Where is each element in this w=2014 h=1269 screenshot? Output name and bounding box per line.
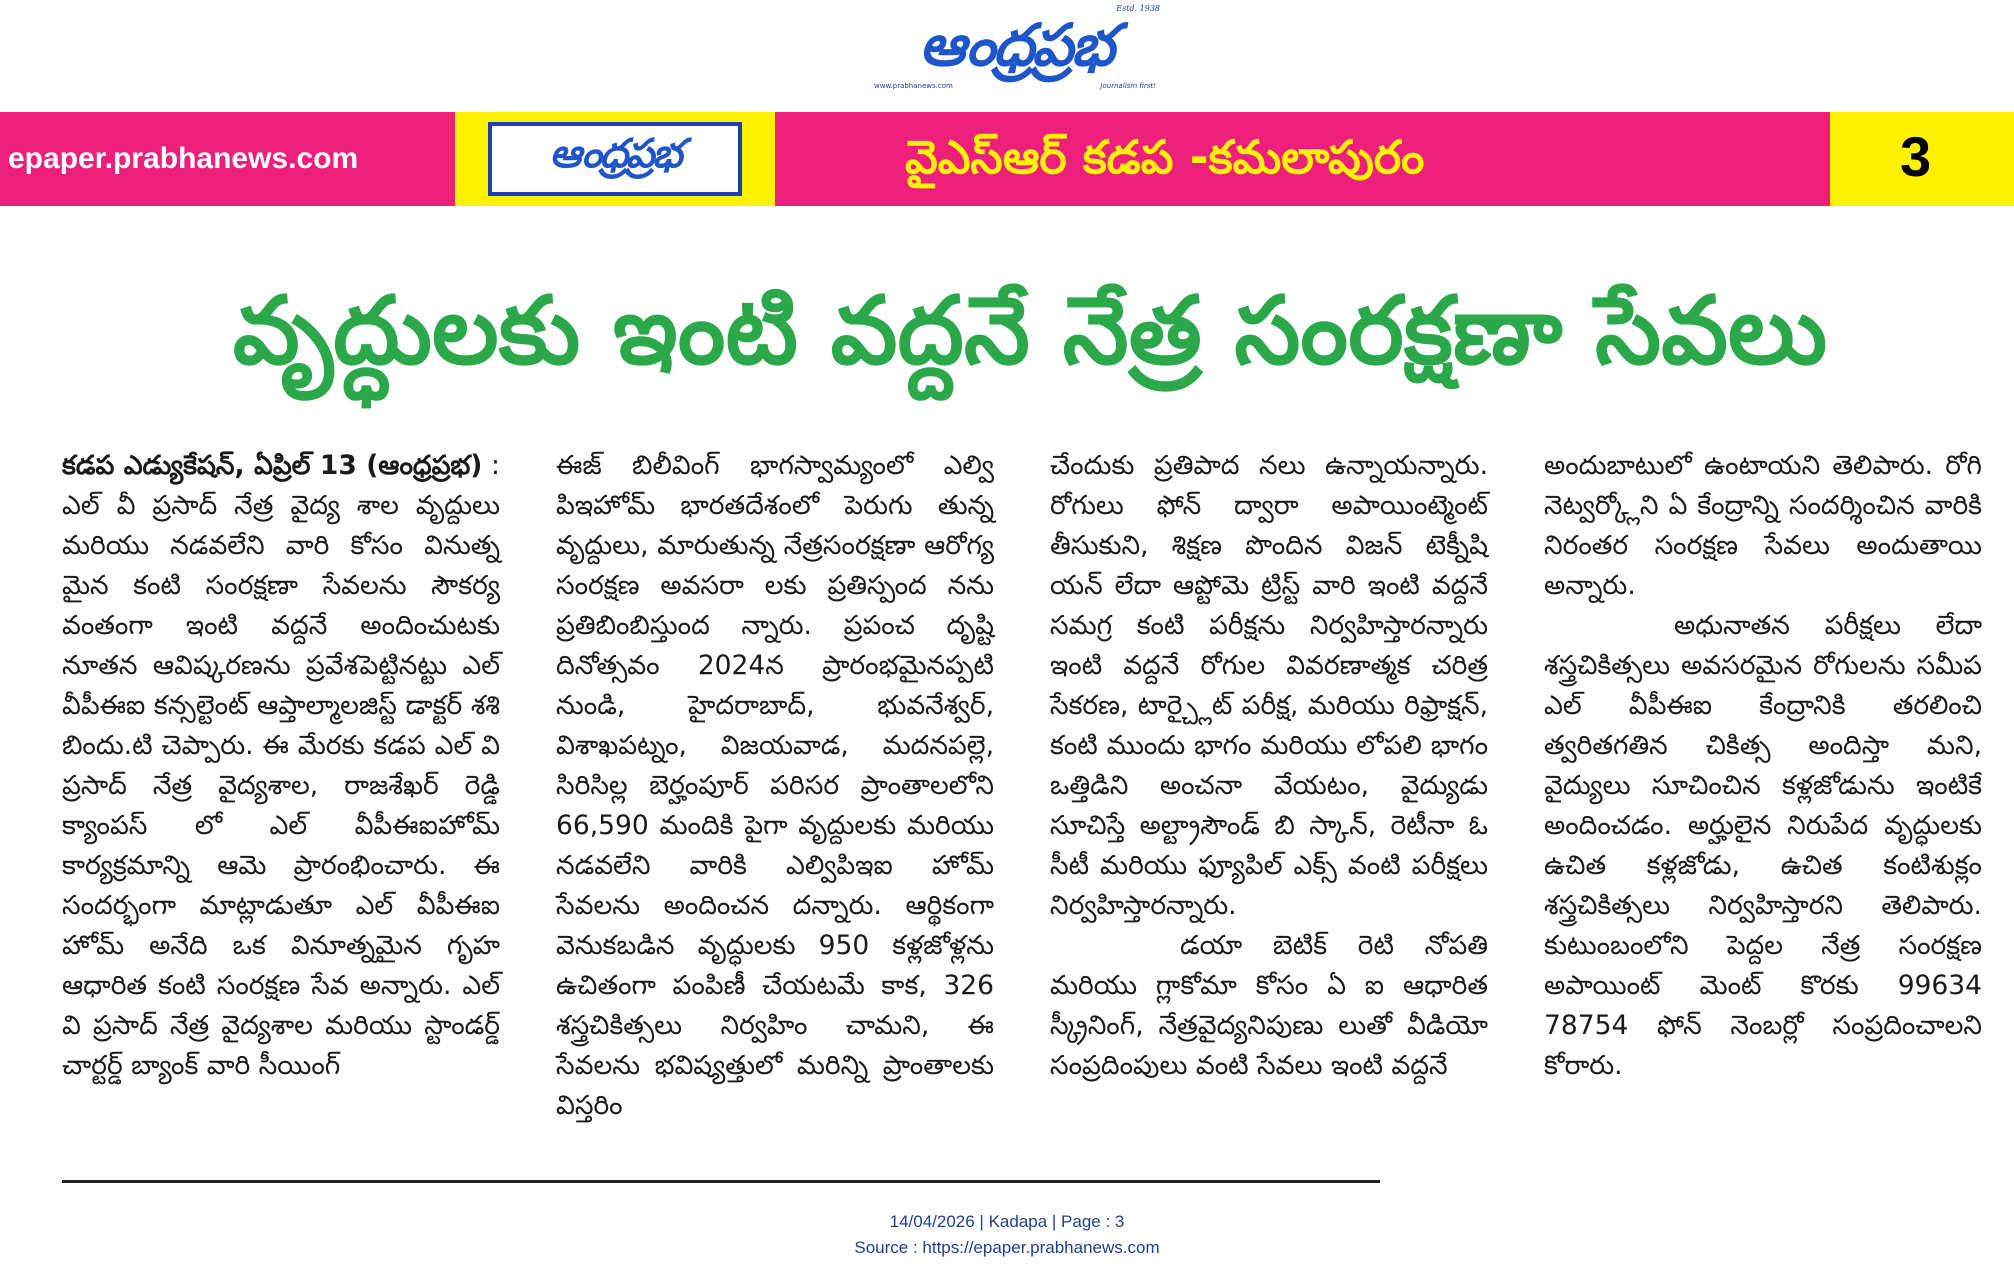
page-number: 3 [1900,125,1932,188]
article-column-3 [1050,446,1488,1086]
footer-date-line: 14/04/2026 | Kadapa | Page : 3 [889,1212,1125,1231]
edition-title: వైఎస్ఆర్ కడప -కమలాపురం [905,130,1425,184]
article-col3-text: చేందుకు ప్రతిపాద నలు ఉన్నాయన్నారు. రోగులు ఫోన్ ద్వారా అపాయింట్మెంట్ తీసుకుని, శిక్షణ పొందిన విజన్ టెక్నీషి యన్ లేదా ఆప్టోమె ట్రిస్ట్ వారి ఇంటి వద్దనే సమగ్ర కంటి పరీక్షను నిర్వహిస్తారన్నారు ఇంటి వద్దనే రోగుల వివరణాత్మక చరిత్ర సేకరణ, టార్చ్లైట్ పరీక్ష, మరియు రిఫ్రాక్షన్, కంటి ముందు భాగం మరియు లోపలి భాగం ఒత్తిడిని అంచనా వేయటం, వైద్యుడు సూచిస్తే అల్ట్రాసౌండ్ బి స్కాన్, రెటీనా ఓ సీటీ మరియు ఫ్యూపిల్ ఎక్స్ వంటి పరీక్షలు నిర్వహిస్తారన్నారు. [1050,450,1488,921]
bottom-rule [62,1180,1380,1183]
edition-band [0,112,2014,206]
byline: కడప ఎడ్యుకేషన్, ఏప్రిల్ 13 (ఆంధ్రప్రభ) [62,450,483,481]
epaper-url[interactable]: epaper.prabhanews.com [8,142,359,175]
masthead-url: www.prabhanews.com [874,82,953,90]
article-column-2 [556,446,994,1126]
headline: వృద్ధులకు ఇంటి వద్దనే నేత్ర సంరక్షణా సేవలు [232,277,1828,386]
masthead-logo-text: ఆంధ్రప్రభ [919,11,1113,79]
masthead-logo [866,4,1166,92]
article-col4-text: అందుబాటులో ఉంటాయని తెలిపారు. రోగి నెట్వర్క్లోని ఏ కేంద్రాన్ని సందర్శించిన వారికి నిరంతర సంరక్షణ సేవలు అందుతాయి అన్నారు. [1544,450,1982,601]
masthead-tagline: Journalism first! [1100,82,1156,90]
footer-source-line: Source : https://epaper.prabhanews.com [854,1238,1160,1257]
article-column-1 [62,446,500,1086]
band-logo-text: ఆంధ్రప్రభ [549,131,681,177]
article-column-4 [1544,446,1982,1086]
article-col1-text: : ఎల్ వీ ప్రసాద్ నేత్ర వైద్య శాల వృద్దులు మరియు నడవలేని వారి కోసం వినుత్న మైన కంటి సంరక్షణా సేవలను సౌకర్య వంతంగా ఇంటి వద్దనే అందించుటకు నూతన ఆవిష్కరణను ప్రవేశపెట్టినట్టు ఎల్ వీపీఈఐ కన్సల్టెంట్ ఆప్తాల్మాలజిస్ట్ డాక్టర్ శశి బిందు.టి చెప్పారు. ఈ మేరకు కడప ఎల్ వి ప్రసాద్ నేత్ర వైద్యశాల, రాజశేఖర్ రెడ్డి క్యాంపస్ లో ఎల్ వీపీఈఐహోమ్ కార్యక్రమాన్ని ఆమె ప్రారంభించారు. ఈ సందర్భంగా మాట్లాడుతూ ఎల్ వీపీఈఐ హోమ్ అనేది ఒక వినూత్నమైన గృహ ఆధారిత కంటి సంరక్షణ సేవ అన్నారు. ఎల్ వి ప్రసాద్ నేత్ర వైద్యశాల మరియు స్టాండర్డ్ చార్టర్డ్ బ్యాంక్ వారి సీయింగ్ [62,450,500,1081]
article-col2-text: ఈజ్ బిలీవింగ్ భాగస్వామ్యంలో ఎల్వి పిఇహోమ్ భారతదేశంలో పెరుగు తున్న వృద్దులు, మారుతున్న నేత్రసంరక్షణా ఆరోగ్య సంరక్షణ అవసరా లకు ప్రతిస్పంద నను ప్రతిబింబిస్తుంద న్నారు. ప్రపంచ దృష్టి దినోత్సవం 2024న ప్రారంభమైనప్పటి నుండి, హైదరాబాద్, భువనేశ్వర్, విశాఖపట్నం, విజయవాడ, మదనపల్లె, సిరిసిల్ల బెర్హంపూర్ పరిసర ప్రాంతాలలోని 66,590 మందికి పైగా వృద్దులకు మరియు నడవలేని వారికి ఎల్విపిఇఐ హోమ్ సేవలను అందించన దన్నారు. ఆర్థికంగా వెనుకబడిన వృద్ధులకు 950 కళ్లజోళ్లను ఉచితంగా పంపిణీ చేయటమే కాక, 326 శస్త్రచికిత్సలు నిర్వహిం చామని, ఈ సేవలను భవిష్యత్తులో మరిన్ని ప్రాంతాలకు విస్తరిం [556,450,994,1121]
article-col4-paragraph-2: అధునాతన పరీక్షలు లేదా శస్త్రచికిత్సలు అవసరమైన రోగులను సమీప ఎల్ వీపీఈఐ కేంద్రానికి తరలించి త్వరితగతిన చికిత్స అందిస్తా మని, వైద్యులు సూచించిన కళ్లజోడును ఇంటికే అందించడం. అర్హులైన నిరుపేద వృద్ధులకు ఉచిత కళ్లజోడు, ఉచిత కంటిశుక్లం శస్త్రచికిత్సలు నిర్వహిస్తారని తెలిపారు. కుటుంబంలోని పెద్దల నేత్ర సంరక్షణ అపాయింట్ మెంట్ కొరకు 99634 78754 ఫోన్ నెంబర్లో సంప్రదించాలని కోరారు. [1544,610,1982,1081]
established-text: Estd. 1938 [1116,4,1160,13]
band-logo [488,122,742,196]
article-col3-paragraph-2: డయా బెటిక్ రెటి నోపతి మరియు గ్లాకోమా కోసం ఏ ఐ ఆధారిత స్క్రీనింగ్, నేత్రవైద్యనిపుణు లుతో వీడియో సంప్రదింపులు వంటి సేవలు ఇంటి వద్దనే [1050,930,1488,1081]
